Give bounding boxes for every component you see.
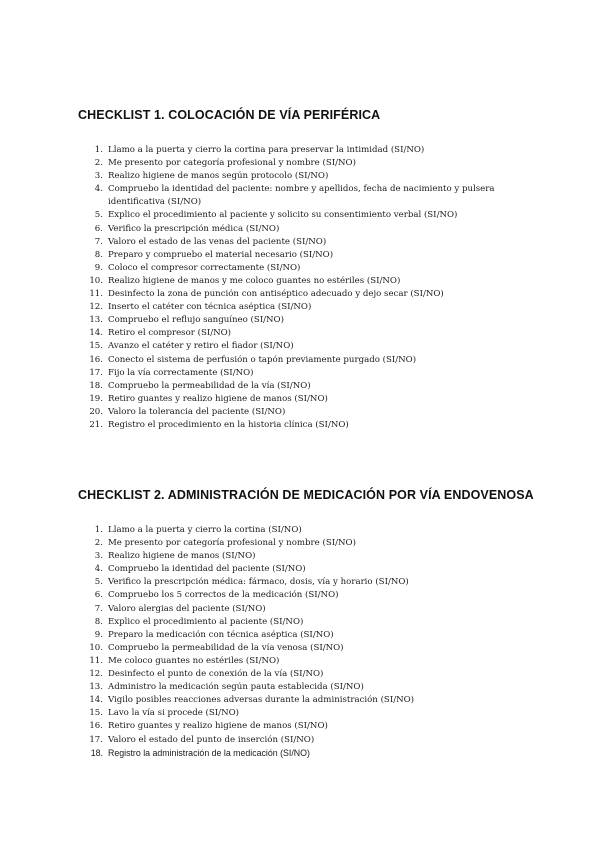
item-number: 12.: [89, 302, 103, 313]
item-number: 4.: [94, 184, 103, 195]
item-text: Compruebo el reflujo sanguíneo (SI/NO): [108, 315, 284, 326]
item-text: Retiro guantes y realizo higiene de manos (SI/NO): [108, 393, 328, 404]
item-text: Compruebo la identidad del paciente (SI/NO): [108, 564, 306, 575]
list-item: [78, 419, 578, 432]
checklist-section-2: [78, 487, 578, 760]
item-number: 8.: [94, 249, 103, 260]
list-item: [78, 524, 578, 537]
list-item: [78, 694, 578, 707]
item-text: Preparo la medicación con técnica aséptica (SI/NO): [108, 629, 334, 640]
item-text: Compruebo la identidad del paciente: nombre y apellidos, fecha de nacimiento y pulsera identificativa (SI/NO): [108, 184, 495, 208]
list-item: [78, 340, 578, 353]
list-item: [78, 707, 578, 720]
item-text: Compruebo la permeabilidad de la vía venosa (SI/NO): [108, 642, 344, 653]
item-text: Valoro el estado del punto de inserción (SI/NO): [108, 734, 315, 745]
list-item: [78, 393, 578, 406]
item-number: 16.: [89, 354, 103, 365]
list-item: [78, 354, 578, 367]
list-item: [78, 616, 578, 629]
item-number: 19.: [89, 393, 103, 404]
item-text: Inserto el catéter con técnica aséptica (SI/NO): [108, 302, 312, 313]
list-item: [78, 642, 578, 655]
item-text: Administro la medicación según pauta establecida (SI/NO): [108, 682, 364, 693]
list-item: [78, 144, 578, 157]
item-text: Explico el procedimiento al paciente (SI/NO): [108, 616, 304, 627]
list-item: [78, 406, 578, 419]
item-number: 21.: [89, 419, 103, 430]
item-text: Lavo la vía si procede (SI/NO): [108, 708, 239, 719]
list-item: [78, 629, 578, 642]
item-number: 13.: [89, 682, 103, 693]
list-item: [78, 603, 578, 616]
item-text: Retiro el compresor (SI/NO): [108, 328, 232, 339]
list-item: [78, 576, 578, 589]
item-text: Valoro alergias del paciente (SI/NO): [108, 603, 266, 614]
item-text: Retiro guantes y realizo higiene de manos (SI/NO): [108, 721, 328, 732]
item-text: Llamo a la puerta y cierro la cortina (SI/NO): [108, 525, 302, 535]
section-title: CHECKLIST 1. COLOCACIÓN DE VÍA PERIFÉRICA: [78, 108, 381, 122]
item-number: 5.: [94, 577, 103, 588]
item-text: Verifico la prescripción médica: fármaco, dosis, vía y horario (SI/NO): [108, 577, 409, 588]
item-number: 15.: [89, 708, 103, 719]
item-text: Realizo higiene de manos y me coloco guantes no estériles (SI/NO): [108, 275, 401, 286]
checklist-section-1: [78, 107, 578, 432]
item-number: 4.: [94, 564, 103, 575]
item-number: 2.: [94, 158, 103, 169]
item-text: Valoro el estado de las venas del paciente (SI/NO): [108, 236, 327, 247]
item-number: 1.: [94, 145, 103, 155]
checklist-items: [78, 524, 578, 760]
item-text: Verifico la prescripción médica (SI/NO): [108, 223, 280, 234]
item-text: Me coloco guantes no estériles (SI/NO): [108, 655, 280, 666]
list-item: [78, 537, 578, 550]
checklist-items: [78, 144, 578, 432]
item-number: 11.: [89, 655, 103, 666]
item-number: 15.: [89, 341, 103, 352]
item-text: Coloco el compresor correctamente (SI/NO): [108, 262, 301, 273]
item-text: Compruebo la permeabilidad de la vía (SI/NO): [108, 380, 311, 391]
item-number: 6.: [94, 590, 103, 601]
item-text: Avanzo el catéter y retiro el fiador (SI/NO): [108, 341, 294, 352]
item-number: 14.: [89, 695, 103, 706]
list-item: [78, 236, 578, 249]
list-item: [78, 183, 578, 209]
item-number: 12.: [89, 669, 103, 680]
item-text: Fijo la vía correctamente (SI/NO): [108, 367, 254, 378]
item-number: 9.: [94, 262, 103, 273]
item-text: Realizo higiene de manos según protocolo (SI/NO): [108, 171, 329, 182]
item-text: Registro la administración de la medicación (SI/NO): [108, 747, 310, 758]
list-item: [78, 275, 578, 288]
item-number: 16.: [89, 721, 103, 732]
list-item: [78, 747, 578, 760]
item-text: Conecto el sistema de perfusión o tapón previamente purgado (SI/NO): [108, 354, 417, 365]
list-item: [78, 550, 578, 563]
item-number: 10.: [89, 275, 103, 286]
item-number: 6.: [94, 223, 103, 234]
item-number: 7.: [94, 603, 103, 614]
item-text: Valoro la tolerancia del paciente (SI/NO): [108, 406, 286, 417]
item-text: Desinfecto el punto de conexión de la vía (SI/NO): [108, 669, 324, 680]
item-number: 3.: [94, 551, 103, 562]
item-number: 2.: [94, 538, 103, 549]
list-item: [78, 223, 578, 236]
item-number: 11.: [89, 289, 103, 300]
list-item: [78, 249, 578, 262]
list-item: [78, 288, 578, 301]
item-text: Llamo a la puerta y cierro la cortina para preservar la intimidad (SI/NO): [108, 145, 425, 155]
item-text: Vigilo posibles reacciones adversas durante la administración (SI/NO): [108, 695, 415, 706]
item-text: Preparo y compruebo el material necesario (SI/NO): [108, 249, 334, 260]
list-item: [78, 157, 578, 170]
item-number: 18.: [90, 747, 103, 758]
item-text: Desinfecto la zona de punción con antiséptico adecuado y dejo secar (SI/NO): [108, 289, 444, 300]
list-item: [78, 720, 578, 733]
list-item: [78, 681, 578, 694]
list-item: [78, 734, 578, 747]
item-number: 10.: [89, 642, 103, 653]
item-number: 18.: [89, 380, 103, 391]
list-item: [78, 367, 578, 380]
list-item: [78, 314, 578, 327]
list-item: [78, 668, 578, 681]
list-item: [78, 563, 578, 576]
item-number: 20.: [89, 406, 103, 417]
item-number: 17.: [89, 367, 103, 378]
item-number: 8.: [94, 616, 103, 627]
list-item: [78, 589, 578, 602]
item-number: 1.: [94, 525, 103, 535]
list-item: [78, 170, 578, 183]
item-text: Compruebo los 5 correctos de la medicación (SI/NO): [108, 590, 339, 601]
list-item: [78, 301, 578, 314]
item-number: 13.: [89, 315, 103, 326]
item-number: 5.: [94, 210, 103, 221]
list-item: [78, 327, 578, 340]
item-number: 3.: [94, 171, 103, 182]
item-text: Realizo higiene de manos (SI/NO): [108, 551, 256, 562]
list-item: [78, 380, 578, 393]
item-number: 14.: [89, 328, 103, 339]
list-item: [78, 655, 578, 668]
item-text: Registro el procedimiento en la historia clínica (SI/NO): [108, 419, 349, 430]
list-item: [78, 209, 578, 222]
item-text: Explico el procedimiento al paciente y solicito su consentimiento verbal (SI/NO): [108, 210, 458, 221]
section-title: CHECKLIST 2. ADMINISTRACIÓN DE MEDICACIÓN POR VÍA ENDOVENOSA: [78, 488, 534, 502]
item-number: 9.: [94, 629, 103, 640]
item-number: 17.: [89, 734, 103, 745]
item-text: Me presento por categoría profesional y nombre (SI/NO): [108, 158, 356, 169]
item-number: 7.: [94, 236, 103, 247]
item-text: Me presento por categoría profesional y nombre (SI/NO): [108, 538, 356, 549]
list-item: [78, 262, 578, 275]
